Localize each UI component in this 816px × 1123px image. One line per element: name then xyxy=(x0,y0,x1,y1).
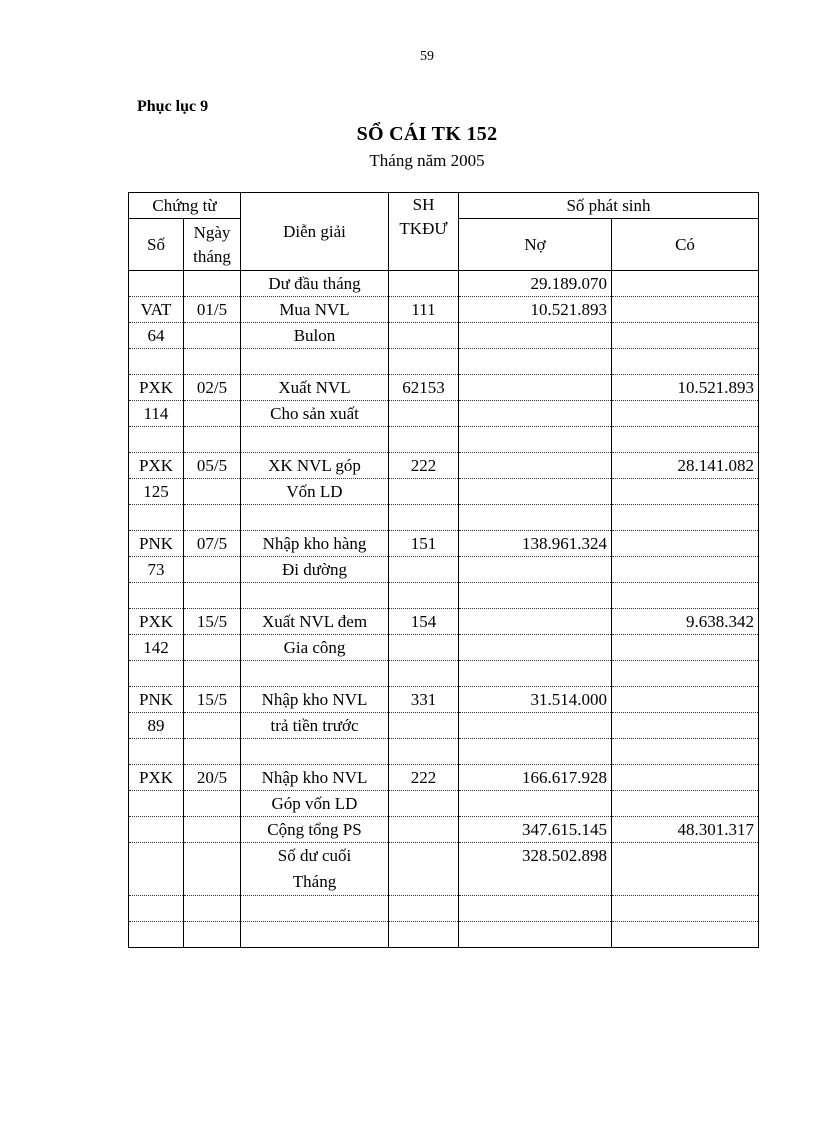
cell-dien-giai xyxy=(241,349,389,375)
table-row xyxy=(129,323,759,349)
table-row xyxy=(129,661,759,687)
cell-co: 28.141.082 xyxy=(612,453,759,479)
cell-no: 328.502.898 xyxy=(459,843,612,896)
cell-so xyxy=(129,922,184,948)
table-row xyxy=(129,687,759,713)
cell-ngay xyxy=(184,791,241,817)
cell-co xyxy=(612,739,759,765)
header-thang: tháng xyxy=(193,246,231,266)
cell-co xyxy=(612,765,759,791)
cell-ngay xyxy=(184,661,241,687)
cell-no xyxy=(459,557,612,583)
cell-no: 10.521.893 xyxy=(459,297,612,323)
header-so: Số xyxy=(129,219,184,271)
cell-dien-giai xyxy=(241,739,389,765)
cell-dien-giai xyxy=(241,661,389,687)
cell-co: 48.301.317 xyxy=(612,817,759,843)
cell-so xyxy=(129,271,184,297)
cell-so xyxy=(129,349,184,375)
cell-ngay xyxy=(184,427,241,453)
cell-dien-giai: Góp vốn LD xyxy=(241,791,389,817)
table-row xyxy=(129,401,759,427)
cell-no xyxy=(459,453,612,479)
cell-no xyxy=(459,791,612,817)
cell-tkdu xyxy=(389,739,459,765)
table-row xyxy=(129,817,759,843)
table-row xyxy=(129,713,759,739)
cell-ngay: 05/5 xyxy=(184,453,241,479)
closing-label-line2: Tháng xyxy=(292,872,337,891)
table-row xyxy=(129,609,759,635)
cell-no xyxy=(459,739,612,765)
cell-tkdu xyxy=(389,479,459,505)
cell-ngay xyxy=(184,557,241,583)
cell-dien-giai: Bulon xyxy=(241,323,389,349)
cell-co xyxy=(612,791,759,817)
cell-co xyxy=(612,297,759,323)
cell-ngay xyxy=(184,479,241,505)
cell-tkdu xyxy=(389,349,459,375)
cell-tkdu: 222 xyxy=(389,453,459,479)
header-sh-tkdu xyxy=(389,193,459,271)
cell-no: 138.961.324 xyxy=(459,531,612,557)
cell-co xyxy=(612,323,759,349)
cell-dien-giai: Xuất NVL xyxy=(241,375,389,401)
cell-ngay xyxy=(184,713,241,739)
table-row xyxy=(129,297,759,323)
cell-dien-giai: Nhập kho NVL xyxy=(241,765,389,791)
cell-ngay xyxy=(184,583,241,609)
table-row xyxy=(129,791,759,817)
document-title: SỔ CÁI TK 152 xyxy=(356,123,498,145)
cell-so xyxy=(129,505,184,531)
cell-co xyxy=(612,922,759,948)
cell-ngay: 15/5 xyxy=(184,687,241,713)
header-no: Nợ xyxy=(459,219,612,271)
cell-tkdu xyxy=(389,401,459,427)
cell-no xyxy=(459,661,612,687)
cell-so xyxy=(129,791,184,817)
cell-dien-giai: Vốn LD xyxy=(241,479,389,505)
cell-ngay: 01/5 xyxy=(184,297,241,323)
cell-no xyxy=(459,479,612,505)
cell-dien-giai xyxy=(241,583,389,609)
cell-dien-giai: Nhập kho hàng xyxy=(241,531,389,557)
header-so-phat-sinh: Số phát sinh xyxy=(459,193,759,219)
cell-co xyxy=(612,843,759,896)
cell-dien-giai xyxy=(241,505,389,531)
cell-co xyxy=(612,661,759,687)
cell-dien-giai xyxy=(241,896,389,922)
table-row xyxy=(129,531,759,557)
cell-so: PXK xyxy=(129,609,184,635)
cell-co xyxy=(612,583,759,609)
closing-balance-row xyxy=(129,843,759,896)
cell-ngay xyxy=(184,505,241,531)
cell-so: 89 xyxy=(129,713,184,739)
header-dien-giai: Diễn giải xyxy=(241,193,389,271)
table-row xyxy=(129,583,759,609)
cell-so: 142 xyxy=(129,635,184,661)
cell-tkdu: 154 xyxy=(389,609,459,635)
cell-co: 10.521.893 xyxy=(612,375,759,401)
cell-so xyxy=(129,896,184,922)
table-row xyxy=(129,479,759,505)
cell-co xyxy=(612,349,759,375)
cell-tkdu xyxy=(389,323,459,349)
cell-tkdu xyxy=(389,713,459,739)
cell-co xyxy=(612,505,759,531)
cell-dien-giai xyxy=(241,843,389,896)
cell-no xyxy=(459,922,612,948)
cell-tkdu xyxy=(389,661,459,687)
cell-so: PXK xyxy=(129,375,184,401)
cell-so: 125 xyxy=(129,479,184,505)
cell-no: 347.615.145 xyxy=(459,817,612,843)
cell-so: PXK xyxy=(129,765,184,791)
cell-dien-giai xyxy=(241,922,389,948)
cell-ngay xyxy=(184,271,241,297)
cell-no xyxy=(459,427,612,453)
cell-ngay xyxy=(184,922,241,948)
cell-co xyxy=(612,896,759,922)
cell-ngay xyxy=(184,817,241,843)
table-row xyxy=(129,427,759,453)
cell-ngay: 07/5 xyxy=(184,531,241,557)
cell-no xyxy=(459,635,612,661)
cell-tkdu xyxy=(389,583,459,609)
cell-no xyxy=(459,896,612,922)
cell-tkdu: 62153 xyxy=(389,375,459,401)
cell-no xyxy=(459,375,612,401)
cell-ngay xyxy=(184,843,241,896)
blank-row xyxy=(129,896,759,922)
header-ngay-thang xyxy=(184,219,241,271)
appendix-label: Phục lục 9 xyxy=(137,98,209,115)
cell-dien-giai: Xuất NVL đem xyxy=(241,609,389,635)
cell-ngay: 02/5 xyxy=(184,375,241,401)
cell-so xyxy=(129,661,184,687)
table-row xyxy=(129,375,759,401)
cell-no: 29.189.070 xyxy=(459,271,612,297)
cell-co: 9.638.342 xyxy=(612,609,759,635)
cell-dien-giai: Nhập kho NVL xyxy=(241,687,389,713)
cell-ngay xyxy=(184,349,241,375)
cell-so xyxy=(129,583,184,609)
cell-so: 73 xyxy=(129,557,184,583)
cell-co xyxy=(612,271,759,297)
cell-so xyxy=(129,843,184,896)
cell-co xyxy=(612,479,759,505)
cell-co xyxy=(612,401,759,427)
table-row xyxy=(129,271,759,297)
cell-tkdu: 331 xyxy=(389,687,459,713)
cell-ngay xyxy=(184,896,241,922)
cell-tkdu: 222 xyxy=(389,765,459,791)
cell-tkdu xyxy=(389,635,459,661)
cell-so xyxy=(129,739,184,765)
ledger-table xyxy=(128,192,759,948)
cell-dien-giai: Đi dường xyxy=(241,557,389,583)
cell-tkdu xyxy=(389,557,459,583)
cell-tkdu xyxy=(389,843,459,896)
table-row xyxy=(129,349,759,375)
table-row xyxy=(129,557,759,583)
cell-tkdu xyxy=(389,505,459,531)
cell-co xyxy=(612,687,759,713)
cell-so: PNK xyxy=(129,687,184,713)
cell-so: 64 xyxy=(129,323,184,349)
cell-co xyxy=(612,635,759,661)
cell-no xyxy=(459,505,612,531)
cell-co xyxy=(612,427,759,453)
cell-no xyxy=(459,609,612,635)
cell-dien-giai: Gia công xyxy=(241,635,389,661)
cell-dien-giai: XK NVL góp xyxy=(241,453,389,479)
document-subtitle: Tháng năm 2005 xyxy=(369,151,485,170)
cell-tkdu xyxy=(389,427,459,453)
cell-dien-giai: Mua NVL xyxy=(241,297,389,323)
table-row xyxy=(129,505,759,531)
cell-tkdu xyxy=(389,896,459,922)
cell-ngay xyxy=(184,401,241,427)
cell-co xyxy=(612,713,759,739)
cell-ngay: 20/5 xyxy=(184,765,241,791)
ledger-body xyxy=(129,271,759,948)
cell-ngay: 15/5 xyxy=(184,609,241,635)
cell-tkdu: 151 xyxy=(389,531,459,557)
table-row xyxy=(129,453,759,479)
cell-dien-giai xyxy=(241,427,389,453)
header-sh: SH xyxy=(412,195,435,214)
cell-no xyxy=(459,323,612,349)
cell-so: PNK xyxy=(129,531,184,557)
cell-tkdu xyxy=(389,791,459,817)
cell-so: PXK xyxy=(129,453,184,479)
header-ngay: Ngày xyxy=(193,222,231,242)
header-tkdu: TKĐƯ xyxy=(399,219,448,238)
table-row xyxy=(129,765,759,791)
header-chung-tu: Chứng từ xyxy=(129,193,241,219)
cell-dien-giai: Cho sản xuất xyxy=(241,401,389,427)
cell-so xyxy=(129,427,184,453)
cell-no xyxy=(459,349,612,375)
ledger-header xyxy=(129,193,759,271)
cell-dien-giai: Cộng tổng PS xyxy=(241,817,389,843)
header-co: Có xyxy=(612,219,759,271)
cell-tkdu xyxy=(389,817,459,843)
cell-so: VAT xyxy=(129,297,184,323)
cell-tkdu: 111 xyxy=(389,297,459,323)
cell-no xyxy=(459,401,612,427)
cell-dien-giai: Dư đầu tháng xyxy=(241,271,389,297)
table-row xyxy=(129,635,759,661)
cell-ngay xyxy=(184,739,241,765)
page-number: 59 xyxy=(420,49,434,64)
cell-tkdu xyxy=(389,271,459,297)
cell-no xyxy=(459,713,612,739)
table-row xyxy=(129,739,759,765)
cell-no xyxy=(459,583,612,609)
cell-co xyxy=(612,531,759,557)
closing-label-line1: Số dư cuối xyxy=(277,846,352,865)
cell-ngay xyxy=(184,635,241,661)
cell-tkdu xyxy=(389,922,459,948)
cell-so: 114 xyxy=(129,401,184,427)
cell-no: 31.514.000 xyxy=(459,687,612,713)
cell-so xyxy=(129,817,184,843)
cell-no: 166.617.928 xyxy=(459,765,612,791)
cell-ngay xyxy=(184,323,241,349)
cell-co xyxy=(612,557,759,583)
blank-row xyxy=(129,922,759,948)
cell-dien-giai: trả tiền trước xyxy=(241,713,389,739)
